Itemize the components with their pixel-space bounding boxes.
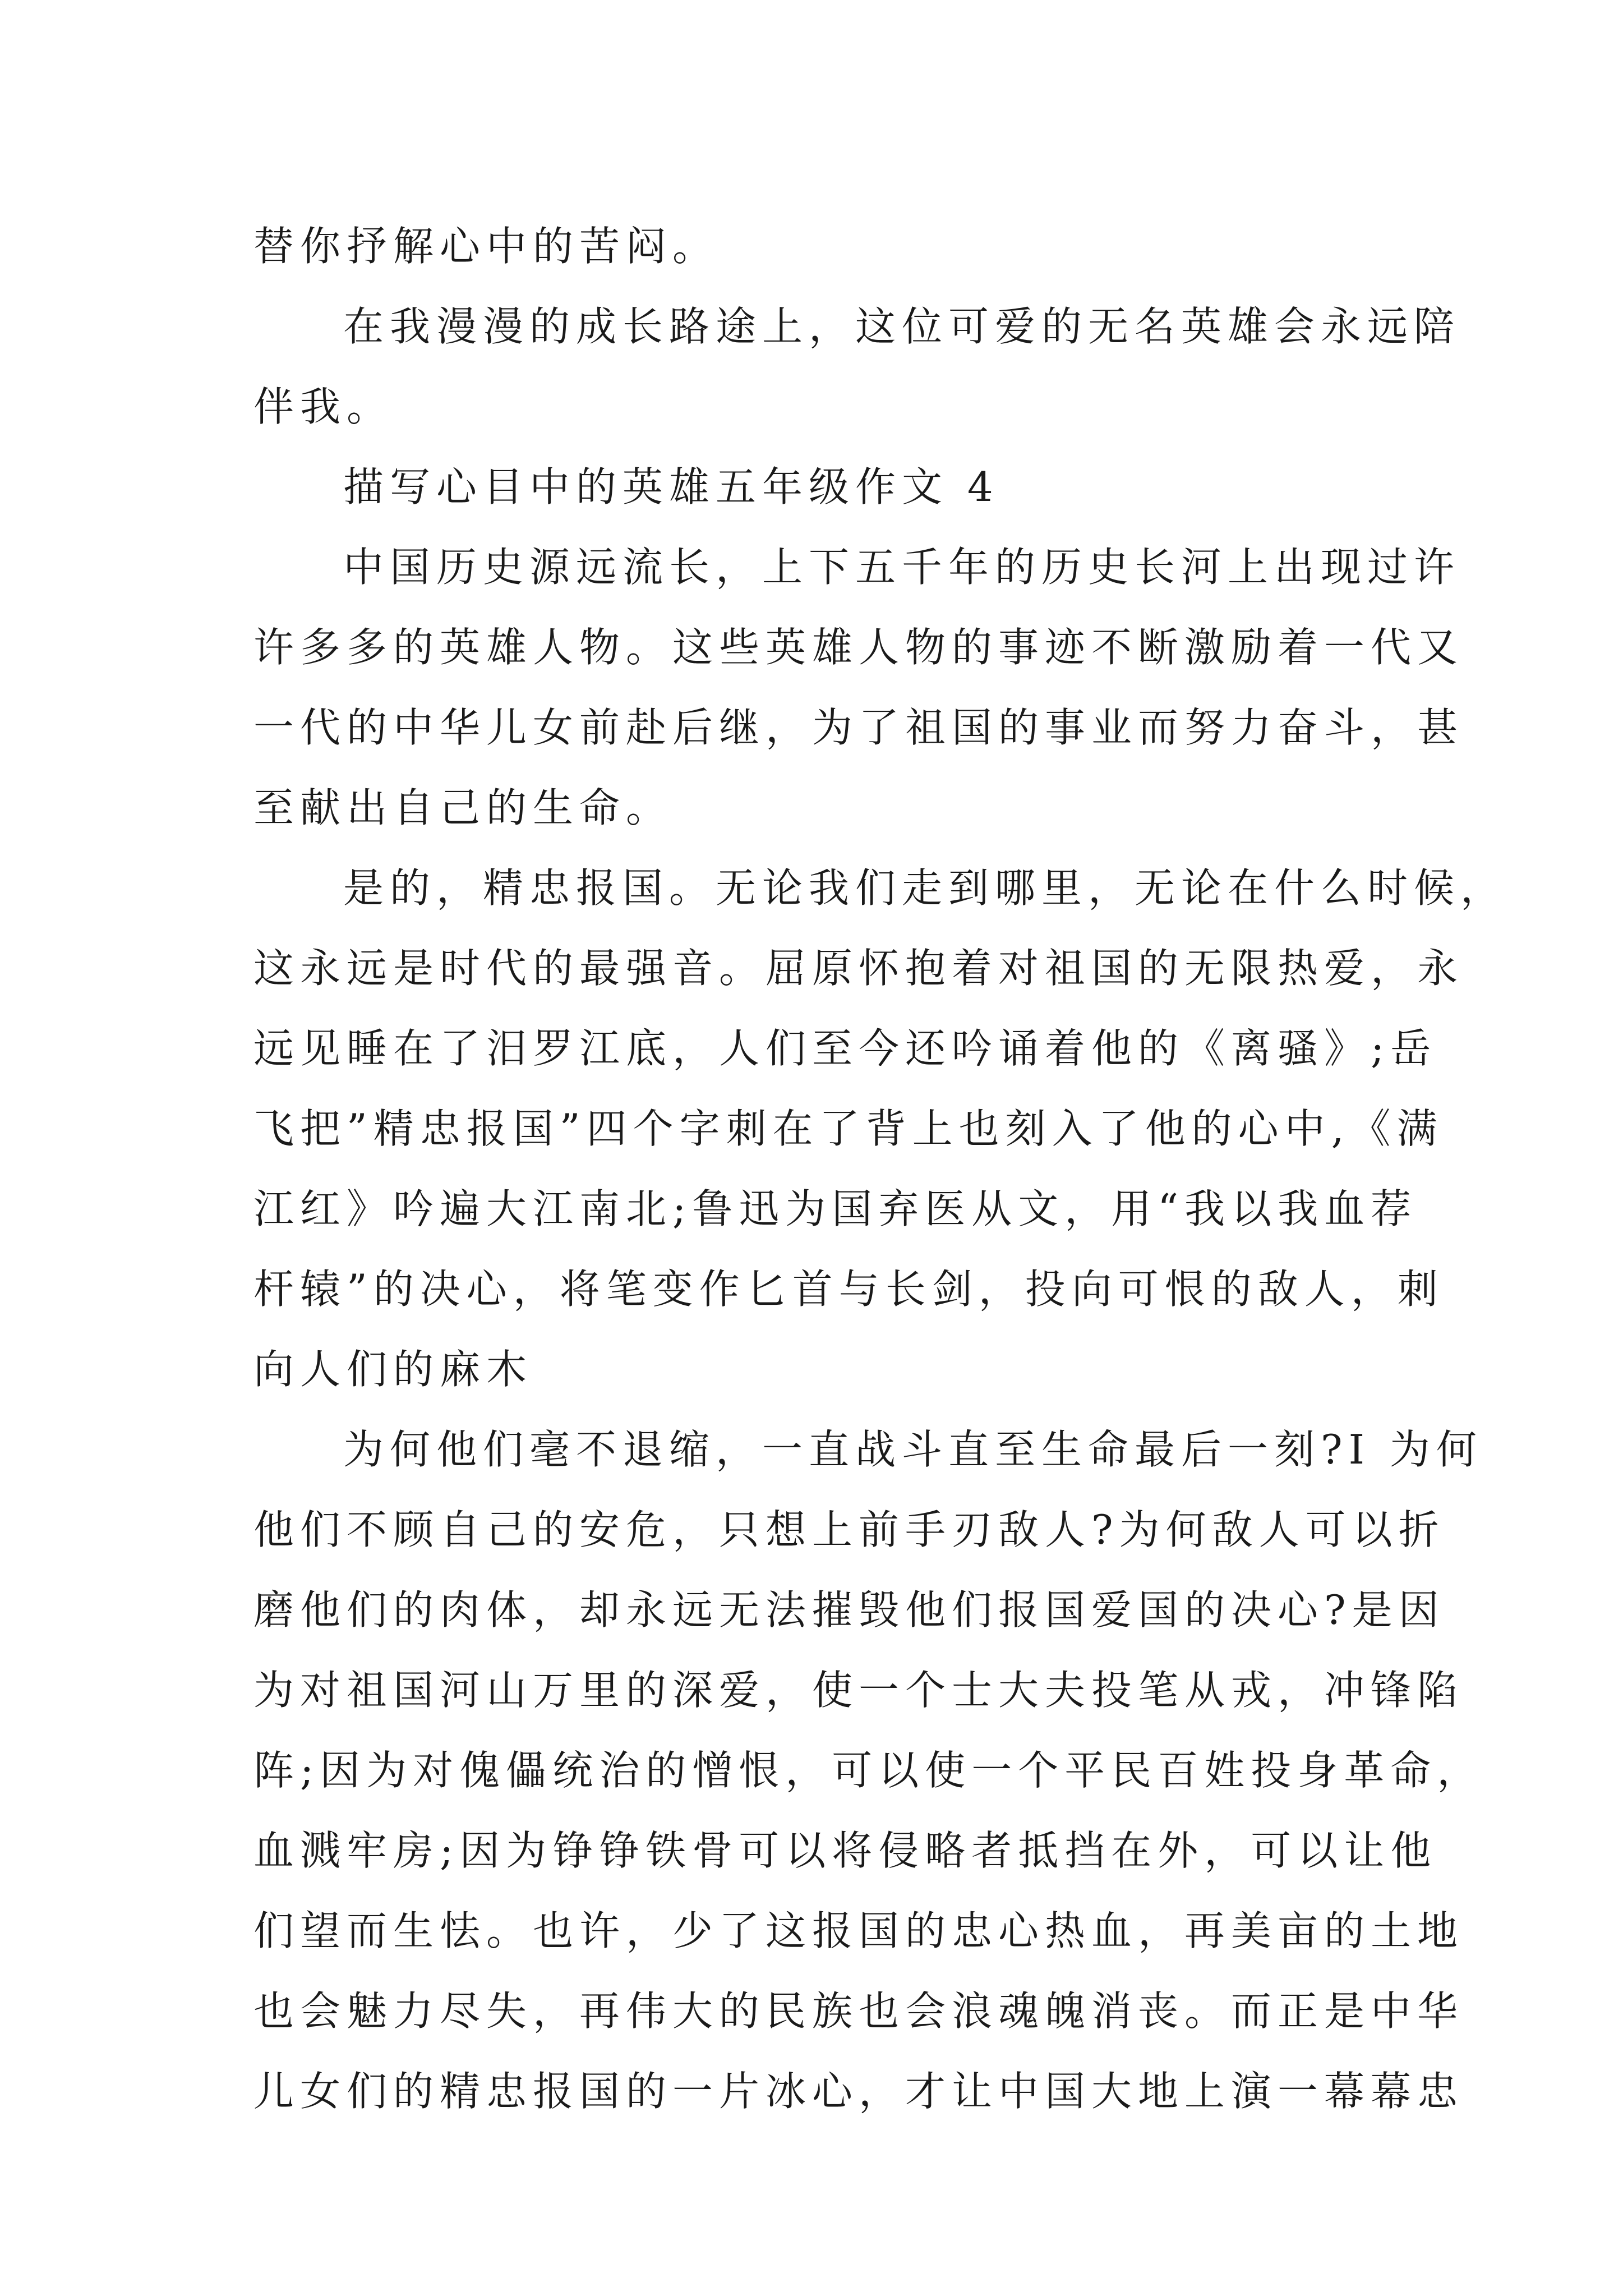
section-title: 描写心目中的英雄五年级作文 4	[343, 463, 999, 510]
text-line: 们望而生怯。也许，少了这报国的忠心热血，再美亩的土地	[253, 1907, 1464, 1954]
text-line: 江红》吟遍大江南北;鲁迅为国弃医从文，用“我以我血荐	[253, 1185, 1418, 1232]
paragraph-first-line: 中国历史源远流长，上下五千年的历史长河上出现过许	[343, 544, 1461, 591]
text-line: 他们不顾自己的安危，只想上前手刃敌人?为何敌人可以折	[253, 1506, 1445, 1553]
text-line: 阵;因为对傀儡统治的憎恨，可以使一个平民百姓投身革命，	[253, 1747, 1484, 1794]
text-line: 向人们的麻木	[253, 1346, 533, 1393]
text-line: 杆辕”的决心，将笔变作匕首与长剑，投向可恨的敌人，刺	[253, 1266, 1444, 1313]
text-line: 至献出自己的生命。	[253, 784, 673, 831]
text-line: 许多多的英雄人物。这些英雄人物的事迹不断激励着一代又	[253, 624, 1464, 671]
text-line: 伴我。	[253, 383, 394, 430]
text-line: 也会魅力尽失，再伟大的民族也会浪魂魄消丧。而正是中华	[253, 1987, 1464, 2035]
paragraph-first-line: 在我漫漫的成长路途上，这位可爱的无名英雄会永远陪	[343, 303, 1461, 350]
text-line: 替你抒解心中的苦闷。	[253, 223, 720, 270]
text-line: 儿女们的精忠报国的一片冰心，才让中国大地上演一幕幕忠	[253, 2068, 1464, 2115]
text-line: 血溅牢房;因为铮铮铁骨可以将侵略者抵挡在外，可以让他	[253, 1827, 1437, 1874]
text-line: 飞把”精忠报国”四个字刺在了背上也刻入了他的心中,《满	[253, 1105, 1444, 1152]
text-line: 这永远是时代的最强音。屈原怀抱着对祖国的无限热爱，永	[253, 945, 1464, 992]
paragraph-first-line: 为何他们毫不退缩，一直战斗直至生命最后一刻?I 为何	[343, 1426, 1483, 1473]
text-line: 磨他们的肉体，却永远无法摧毁他们报国爱国的决心?是因	[253, 1586, 1445, 1634]
text-line: 远见睡在了汨罗江底，人们至今还吟诵着他的《离骚》;岳	[253, 1025, 1437, 1072]
text-line: 一代的中华儿女前赴后继，为了祖国的事业而努力奋斗，甚	[253, 704, 1464, 751]
text-line: 为对祖国河山万里的深爱，使一个士大夫投笔从戎，冲锋陷	[253, 1667, 1464, 1714]
document-body	[253, 206, 1507, 2132]
paragraph-first-line: 是的，精忠报国。无论我们走到哪里，无论在什么时候，	[343, 864, 1507, 912]
